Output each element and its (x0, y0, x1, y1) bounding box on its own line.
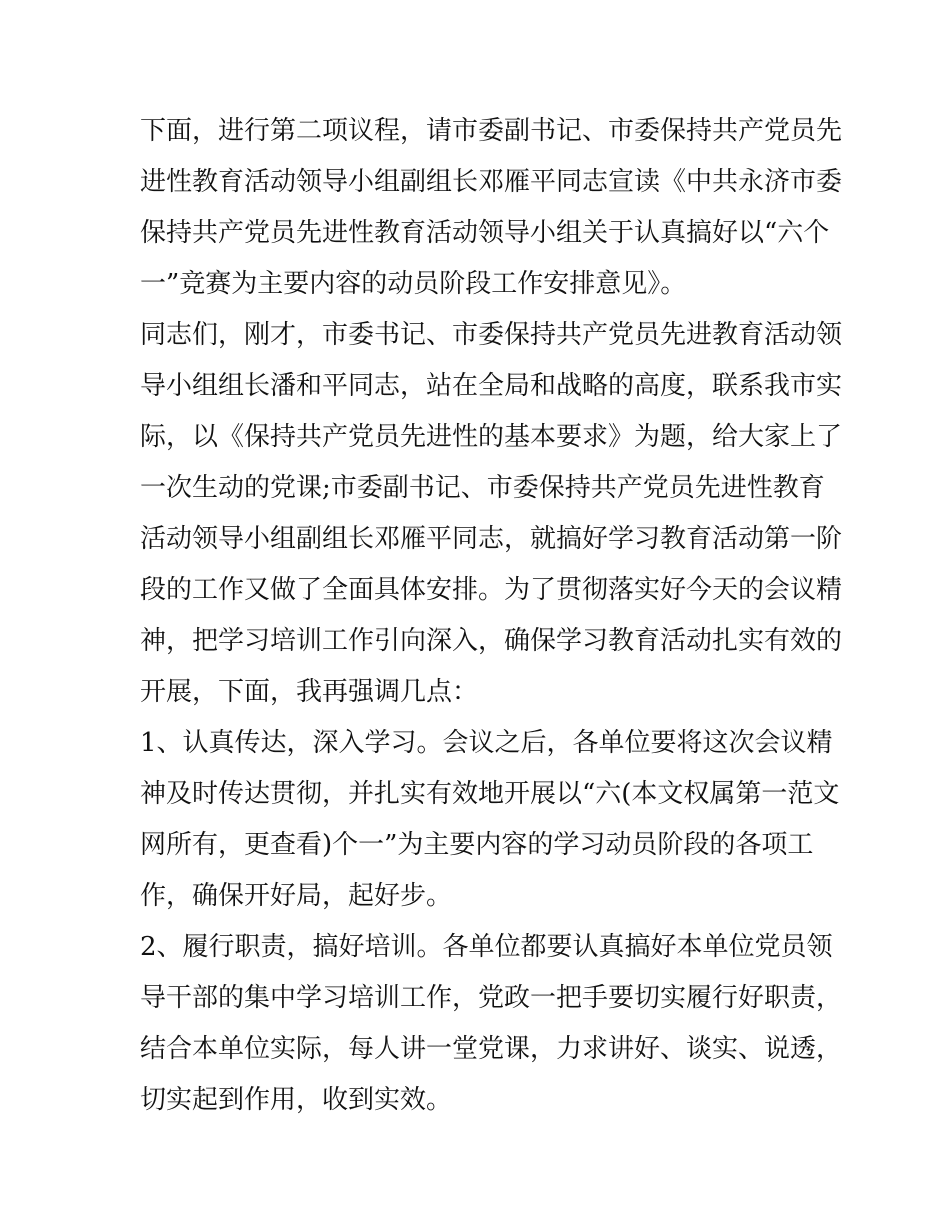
document-body (140, 106, 843, 1126)
text-line: 开展，下面，我再强调几点： (140, 677, 479, 707)
text-line: 导小组组长潘和平同志，站在全局和战略的高度，联系我市实 (140, 371, 843, 401)
paragraph-address (140, 310, 843, 718)
text-line: 一”竞赛为主要内容的动员阶段工作安排意见》。 (140, 269, 687, 299)
text-line: 神及时传达贯彻，并扎实有效地开展以“六(本文权属第一范文 (140, 779, 840, 809)
text-line: 2、履行职责，搞好培训。各单位都要认真搞好本单位党员领 (140, 932, 833, 962)
text-line: 下面，进行第二项议程，请市委副书记、市委保持共产党员先 (140, 116, 843, 146)
text-line: 际，以《保持共产党员先进性的基本要求》为题，给大家上了 (140, 422, 843, 452)
text-line: 神，把学习培训工作引向深入，确保学习教育活动扎实有效的 (140, 626, 843, 656)
text-line: 切实起到作用，收到实效。 (140, 1085, 453, 1115)
text-line: 段的工作又做了全面具体安排。为了贯彻落实好今天的会议精 (140, 575, 843, 605)
text-line: 同志们，刚才，市委书记、市委保持共产党员先进教育活动领 (140, 320, 843, 350)
text-line: 活动领导小组副组长邓雁平同志，就搞好学习教育活动第一阶 (140, 524, 843, 554)
text-line: 一次生动的党课;市委副书记、市委保持共产党员先进性教育 (140, 473, 825, 503)
paragraph-agenda (140, 106, 843, 310)
text-line: 结合本单位实际，每人讲一堂党课，力求讲好、谈实、说透， (140, 1034, 843, 1064)
text-line: 网所有，更查看)个一”为主要内容的学习动员阶段的各项工 (140, 830, 814, 860)
paragraph-point-2 (140, 922, 843, 1126)
text-line: 1、认真传达，深入学习。会议之后，各单位要将这次会议精 (140, 728, 833, 758)
text-line: 保持共产党员先进性教育活动领导小组关于认真搞好以“六个 (140, 218, 830, 248)
text-line: 导干部的集中学习培训工作，党政一把手要切实履行好职责， (140, 983, 843, 1013)
text-line: 进性教育活动领导小组副组长邓雁平同志宣读《中共永济市委 (140, 167, 843, 197)
text-line: 作，确保开好局，起好步。 (140, 881, 453, 911)
paragraph-point-1 (140, 718, 840, 922)
